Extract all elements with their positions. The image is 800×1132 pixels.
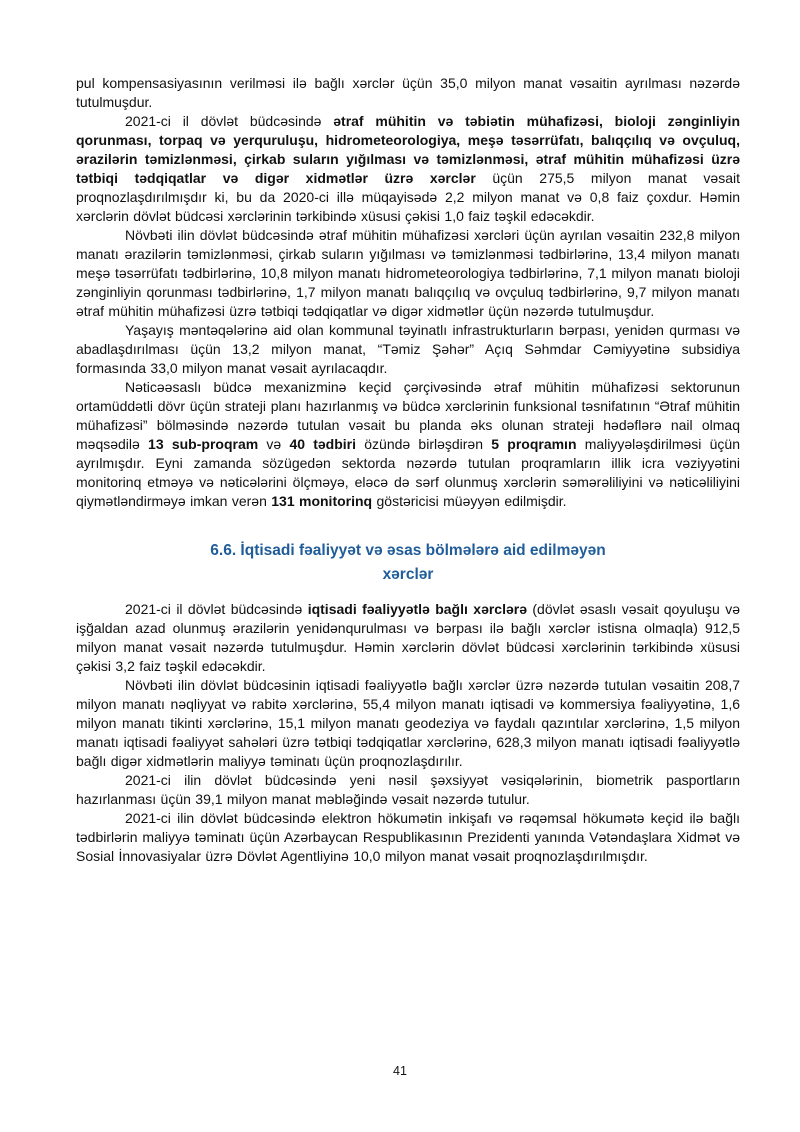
text-run: üçün 275,5 milyon manat vəsait proqnozlaşdırılmışdır ki, bu da 2020-ci illə müqayisədə 2,2 milyon manat və 0,8 faiz çoxdur. Həmin xərclərin dövlət büdcəsi xərclərinin tərkibində xüsusi çəkisi 1,0 faiz təşkil edəcəkdir.: [76, 170, 740, 224]
text-run: Növbəti ilin dövlət büdcəsinin iqtisadi fəaliyyətlə bağlı xərclər üzrə nəzərdə tutulan vəsaitin 208,7 milyon manatı nəqliyyat və rabitə xərclərinə, 55,4 milyon manatı iqtisadi və kommersiya fəaliyyətinə, 1,6 milyon manatı tikinti xərclərinə, 15,1 milyon manatı geodeziya və faydalı qazıntılar xərclərinə, 1,5 milyon manatı iqtisadi fəaliyyət sahələri üzrə tətbiqi tədqiqatlar xərclərinə, 628,3 milyon manatı iqtisadi fəaliyyətlə bağlı digər xidmətlərin maliyyə təminatı üçün proqnozlaşdırılır.: [76, 677, 740, 769]
paragraph: [76, 771, 740, 809]
text-run: (dövlət əsaslı vəsait qoyuluşu və işğaldan azad olunmuş ərazilərin yenidənqurulması və bərpası ilə bağlı xərclər istisna olmaqla) 912,5 milyon manat vəsait nəzərdə tutulmuşdur. Həmin xərclərin dövlət büdcəsi xərclərinin tərkibində xüsusi çəkisi 3,2 faiz təşkil edəcəkdir.: [76, 601, 740, 674]
paragraph: [76, 321, 740, 378]
paragraph: [76, 600, 740, 676]
paragraph: [76, 809, 740, 866]
section-heading: 6.6. İqtisadi fəaliyyət və əsas bölmələrə aid edilməyən xərclər: [210, 542, 606, 583]
text-run: 2021-ci ilin dövlət büdcəsində elektron hökumətin inkişafı və rəqəmsal hökumətə keçid ilə bağlı tədbirlərin maliyyə təminatı üçün Azərbaycan Respublikasının Prezidenti yanında Vətəndaşlara Xidmət və Sosial İnnovasiyalar üzrə Dövlət Agentliyinə 10,0 milyon manat vəsait proqnozlaşdırılmışdır.: [76, 810, 740, 864]
text-run: və: [258, 436, 290, 452]
paragraph: [76, 74, 740, 112]
text-run: Nəticəəsaslı büdcə mexanizminə keçid çərçivəsində ətraf mühitin mühafizəsi sektorunun ortamüddətli dövr üçün strateji planı hazırlanmış və büdcə xərclərinin funksional təsnifatının “Ətraf mühitin mühafizəsi” bölməsində nəzərdə tutulan vəsait bu planda əks olunan strateji hədəflərə nail olmaq məqsədilə: [76, 379, 740, 452]
text-run-bold: 13 sub-proqram: [148, 436, 259, 452]
text-run-bold: 131 monitorinq: [271, 493, 373, 509]
paragraph: [76, 378, 740, 511]
text-run-bold: 40 tədbiri: [289, 436, 357, 452]
text-run: göstəricisi müəyyən edilmişdir.: [372, 493, 567, 509]
document-body: [76, 74, 740, 866]
paragraph: [76, 112, 740, 226]
text-run-bold: 5 proqramın: [491, 436, 577, 452]
text-run: pul kompensasiyasının verilməsi ilə bağlı xərclər üçün 35,0 milyon manat vəsaitin ayrılması nəzərdə tutulmuşdur.: [76, 75, 740, 110]
text-run: 2021-ci ilin dövlət büdcəsində yeni nəsil şəxsiyyət vəsiqələrinin, biometrik pasportların hazırlanması üçün 39,1 milyon manat məbləğində vəsait nəzərdə tutulur.: [76, 772, 740, 807]
text-run: 2021-ci il dövlət büdcəsində: [125, 113, 334, 129]
paragraph: [76, 676, 740, 771]
text-run-bold: ətraf mühitin və təbiətin mühafizəsi, bioloji zənginliyin qorunması, torpaq və yerquruluşu, hidrometeorologiya, meşə təsərrüfatı, balıqçılıq və ovçuluq, ərazilərin təmizlənməsi, çirkab suların yığılması və təmizlənməsi, ətraf mühitin mühafizəsi üzrə tətbiqi tədqiqatlar və digər xidmətlər üzrə xərclər: [76, 113, 740, 186]
text-run: özündə birləşdirən: [356, 436, 492, 452]
text-run: maliyyələşdirilməsi üçün ayrılmışdır. Eyni zamanda sözügedən sektorda nəzərdə tutulan proqramların illik icra vəziyyətini monitorinq etməyə və nəticələrini ölçməyə, eləcə də sərf olunmuş xərclərin səmərəliliyini və nəticəliliyini qiymətləndirməyə imkan verən: [76, 436, 741, 509]
page-number: 41: [393, 1064, 407, 1078]
text-run: Yaşayış məntəqələrinə aid olan kommunal təyinatlı infrastrukturların bərpası, yenidən qurması və abadlaşdırılması üçün 13,2 milyon manat, “Təmiz Şəhər” Açıq Səhmdar Cəmiyyətinə subsidiya formasında 33,0 milyon manat vəsait ayrılacaqdır.: [76, 322, 740, 376]
text-run-bold: iqtisadi fəaliyyətlə bağlı xərclərə: [307, 601, 527, 617]
paragraph: [76, 226, 740, 321]
text-run: Növbəti ilin dövlət büdcəsində ətraf mühitin mühafizəsi xərcləri üçün ayrılan vəsaitin 232,8 milyon manatı ərazilərin təmizlənməsi, çirkab suların yığılması və təmizlənməsi tədbirlərinə, 13,4 milyon manatı meşə təsərrüfatı tədbirlərinə, 10,8 milyon manatı hidrometeorologiya tədbirlərinə, 7,1 milyon manatı bioloji zənginliyin qorunması tədbirlərinə, 1,7 milyon manatı balıqçılıq və ovçuluq tədbirlərinə, 9,7 milyon manatı ətraf mühitin mühafizəsi üzrə tətbiqi tədqiqatlar və digər xidmətlər üçün nəzərdə tutulmuşdur.: [76, 227, 740, 319]
text-run: 2021-ci il dövlət büdcəsində: [125, 601, 308, 617]
